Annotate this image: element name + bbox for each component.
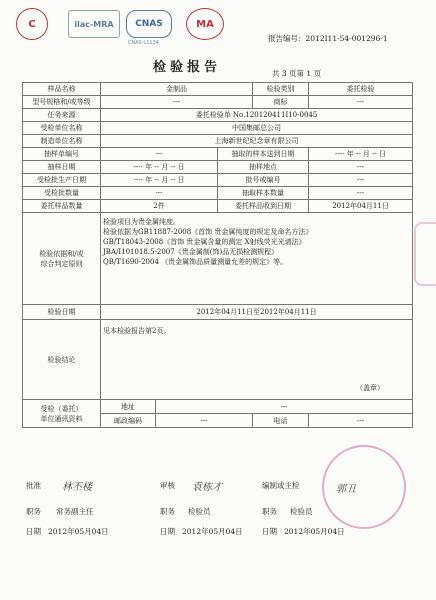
received-date-label: 委托样品收到日期 (218, 200, 309, 213)
phone-value: --- (309, 414, 413, 428)
entrusted-qty-label: 委托样品数量 (23, 200, 101, 213)
sample-name-value: 金制品 (101, 83, 253, 96)
sampling-date-value: ---- 年 -- 月 -- 日 (101, 161, 218, 174)
review-date: 2012年05月04日 (182, 527, 243, 536)
report-number-label: 报告编号： (268, 34, 306, 43)
client-label (23, 400, 101, 428)
cnas-logo (126, 10, 172, 38)
model-label: 型号规格和/或等级 (23, 96, 101, 109)
review-post: 检验员 (188, 507, 211, 516)
conclusion-label: 检验结论 (23, 320, 101, 400)
client-label-line-1: 受检（委托） (40, 404, 83, 413)
postcode-label: 邮政编码 (101, 414, 156, 428)
approve-date: 2012年05月04日 (48, 527, 109, 536)
compile-date-label: 日期 (262, 527, 277, 536)
ilac-text: ilac-MRA (74, 19, 114, 29)
manufacturer-value: 上海新世纪纪念章有限公司 (101, 135, 413, 148)
batch-qty-label: 受检批数量 (23, 187, 101, 200)
basis-label (23, 213, 101, 305)
inspection-seal-stamp (322, 445, 406, 529)
conclusion-content (101, 320, 413, 400)
sampling-date-label: 抽样日期 (23, 161, 101, 174)
entrusted-qty-value: 2件 (101, 200, 218, 213)
basis-line: QB/T1690-2004 《贵金属饰品质量测量允差的规定》等。 (103, 258, 288, 266)
review-post-label: 职务 (160, 507, 175, 516)
test-date-label: 检验日期 (23, 305, 101, 320)
c-mark-text: C (28, 18, 36, 30)
test-date-value: 2012年04月11日至2012年04月11日 (101, 305, 413, 320)
brand-label: 商标 (253, 96, 309, 109)
basis-line: JBA/I101018.5-2007《贵金属制(饰)品无损检测规程》 (103, 248, 279, 256)
client-label-line-2: 单位通讯资料 (40, 414, 83, 423)
basis-line: 检验依据为GB11887-2008《首饰 贵金属纯度的规定及命名方法》 (103, 228, 313, 236)
approve-signature: 林丕楼 (62, 482, 92, 493)
inspected-unit-value: 中国集邮总公司 (101, 122, 413, 135)
sampling-no-value: --- (101, 148, 218, 161)
address-value: --- (156, 400, 413, 414)
model-value: --- (101, 96, 253, 109)
approve-label: 批准 (26, 481, 41, 490)
compile-post: 检验员 (290, 507, 313, 516)
approve-post-label: 职务 (26, 507, 41, 516)
sample-name-label: 样品名称 (23, 83, 101, 96)
arrival-date-value: ---- 年 -- 月 -- 日 (309, 148, 413, 161)
production-date-label: 受检批生产日期 (23, 174, 101, 187)
batch-no-label: 批号或编号 (218, 174, 309, 187)
batch-qty-value: --- (101, 187, 218, 200)
brand-value: --- (309, 96, 413, 109)
basis-content (101, 213, 413, 305)
task-source-label: 任务来源 (23, 109, 101, 122)
basis-label-line-1: 检验依据和/或 (39, 249, 84, 258)
sampling-no-label: 抽样单编号 (23, 148, 101, 161)
basis-line: 检验项目为贵金属纯度。 (103, 218, 180, 226)
seal-text: （盖章） (356, 384, 385, 392)
page-count: 共 3 页第 1 页 (272, 69, 322, 78)
compile-label: 编制或主检 (262, 481, 300, 490)
phone-label: 电话 (253, 414, 309, 428)
page-title: 检验报告 (153, 60, 222, 75)
cnas-sub-text: CNAS L1134 (128, 40, 159, 46)
inspection-type-label: 检验类别 (253, 83, 309, 96)
inspection-type-value: 委托检验 (309, 83, 413, 96)
sample-qty-value: --- (309, 187, 413, 200)
inspected-unit-label: 受检单位名称 (23, 122, 101, 135)
sampling-place-value: --- (309, 161, 413, 174)
side-seal-stamp (414, 222, 436, 286)
task-source-value: 委托检验单 No.120120411I10-0045 (101, 109, 413, 122)
report-number-value: 2012I11-54-001296-1 (305, 34, 388, 43)
report-table (22, 82, 413, 428)
compile-signature: 郭丑 (336, 484, 356, 495)
production-date-value: ---- 年 -- 月 -- 日 (101, 174, 218, 187)
compile-date: 2012年05月04日 (284, 527, 345, 536)
manufacturer-label: 制造单位名称 (23, 135, 101, 148)
approve-date-label: 日期 (26, 527, 41, 536)
address-label: 地址 (101, 400, 156, 414)
batch-no-value: --- (309, 174, 413, 187)
report-number (268, 33, 388, 44)
conclusion-text: 见本检验报告第2页。 (103, 327, 171, 335)
cma-logo (186, 8, 224, 40)
approve-post: 常务副主任 (56, 507, 94, 516)
ilac-mra-logo (68, 10, 120, 38)
sampling-place-label: 抽样地点 (218, 161, 309, 174)
basis-label-line-2: 综合判定原则 (40, 259, 83, 268)
basis-line: GB/T18043-2008《首饰 贵金属含量的测定 X射线荧光光谱法》 (103, 238, 306, 246)
review-signature: 袁栋才 (192, 482, 222, 493)
cma-text: MA (196, 18, 214, 30)
review-label: 审核 (160, 481, 175, 490)
postcode-value: --- (156, 414, 253, 428)
received-date-value: 2012年04月11日 (309, 200, 413, 213)
inspection-c-mark-logo (16, 8, 48, 40)
review-date-label: 日期 (160, 527, 175, 536)
sample-qty-label: 抽取样本数量 (218, 187, 309, 200)
cnas-text: CNAS (135, 19, 163, 29)
arrival-date-label: 抽取的样本送到日期 (218, 148, 309, 161)
compile-post-label: 职务 (262, 507, 277, 516)
